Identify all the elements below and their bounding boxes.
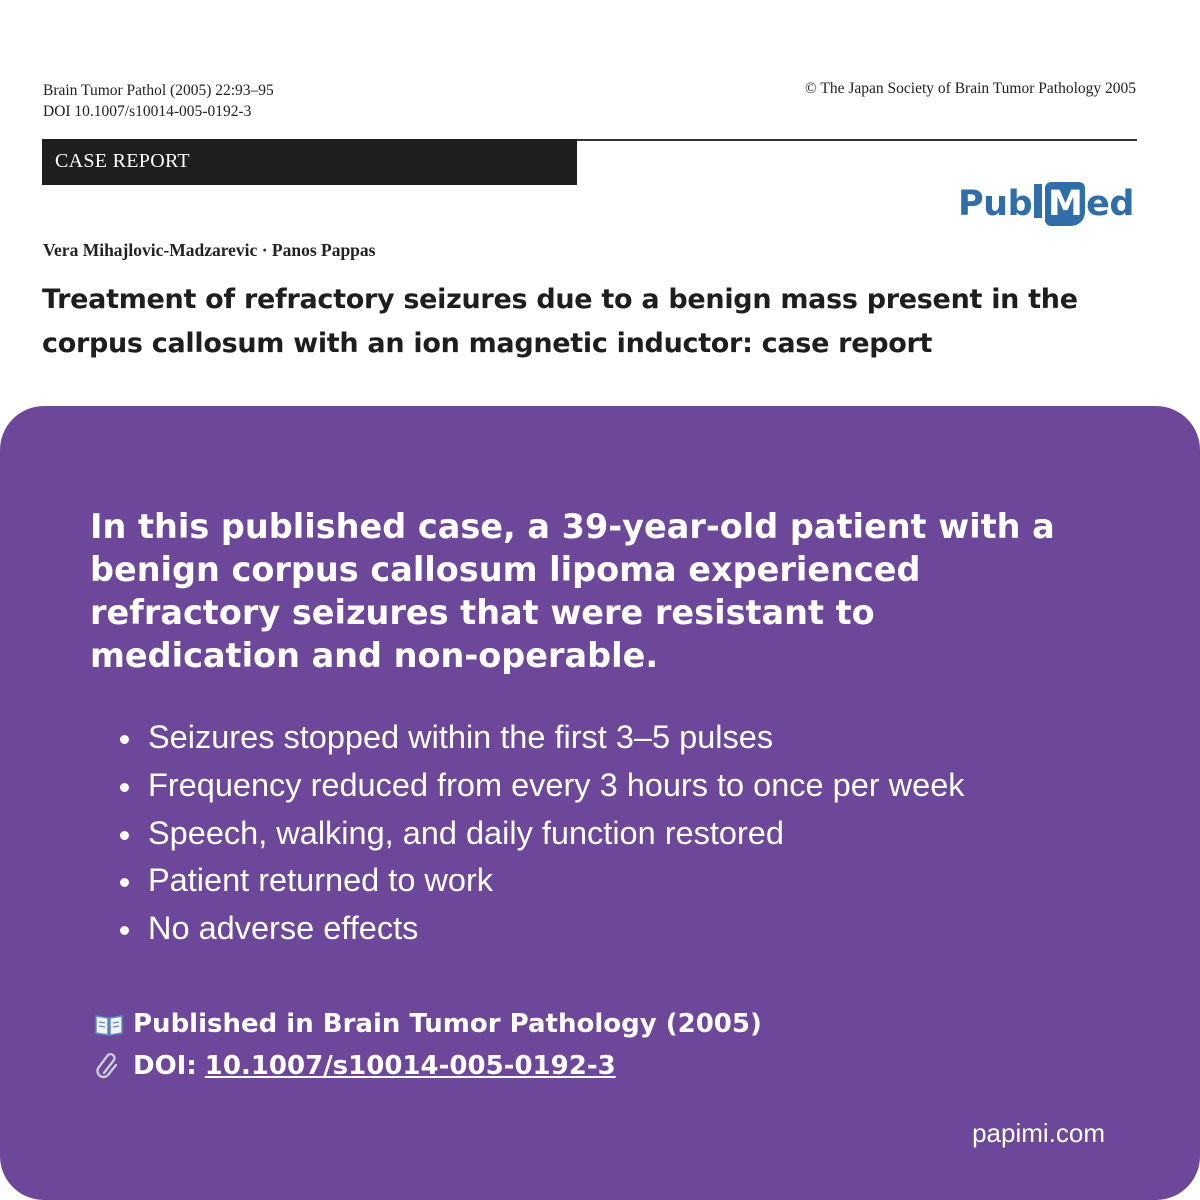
outcome-list — [120, 714, 965, 953]
list-item: Speech, walking, and daily function restored — [120, 810, 965, 858]
open-book-icon — [94, 1009, 124, 1039]
case-summary: In this published case, a 39-year-old patient with a benign corpus callosum lipoma experienced refractory seizures that were resistant to medication and non-operable. — [90, 507, 1055, 675]
copyright-notice: © The Japan Society of Brain Tumor Pathology 2005 — [805, 80, 1136, 97]
published-row — [94, 1003, 762, 1045]
pubmed-logo-right: ed — [1086, 184, 1134, 224]
pubmed-logo-badge: M — [1045, 182, 1085, 226]
paper-title-line-2: corpus callosum with an ion magnetic inductor: case report — [42, 328, 933, 359]
paper-header — [0, 0, 1200, 420]
doi-line: DOI 10.1007/s10014-005-0192-3 — [43, 103, 252, 120]
list-item: Seizures stopped within the first 3–5 pulses — [120, 714, 965, 762]
bookmark-icon — [1034, 184, 1042, 218]
section-label-bar — [42, 139, 577, 185]
header-divider — [577, 139, 1137, 141]
doi-label: DOI: — [133, 1051, 197, 1081]
paperclip-icon — [94, 1051, 124, 1081]
authors: Vera Mihajlovic-Madzarevic · Panos Pappas — [43, 240, 376, 260]
journal-line: Brain Tumor Pathol (2005) 22:93–95 — [43, 82, 274, 99]
doi-link[interactable]: 10.1007/s10014-005-0192-3 — [204, 1051, 616, 1081]
published-text: Published in Brain Tumor Pathology (2005) — [133, 1009, 762, 1039]
publication-meta — [94, 1003, 762, 1087]
list-item: No adverse effects — [120, 905, 965, 953]
section-label: CASE REPORT — [55, 150, 190, 172]
list-item: Frequency reduced from every 3 hours to once per week — [120, 762, 965, 810]
site-url: papimi.com — [972, 1118, 1105, 1148]
doi-row — [94, 1045, 762, 1087]
pubmed-logo — [958, 178, 1134, 230]
paper-title — [42, 278, 1092, 366]
pubmed-logo-left: Pub — [958, 184, 1033, 224]
journal-citation — [43, 80, 274, 122]
list-item: Patient returned to work — [120, 857, 965, 905]
paper-title-line-1: Treatment of refractory seizures due to a benign mass present in the — [42, 284, 1078, 315]
